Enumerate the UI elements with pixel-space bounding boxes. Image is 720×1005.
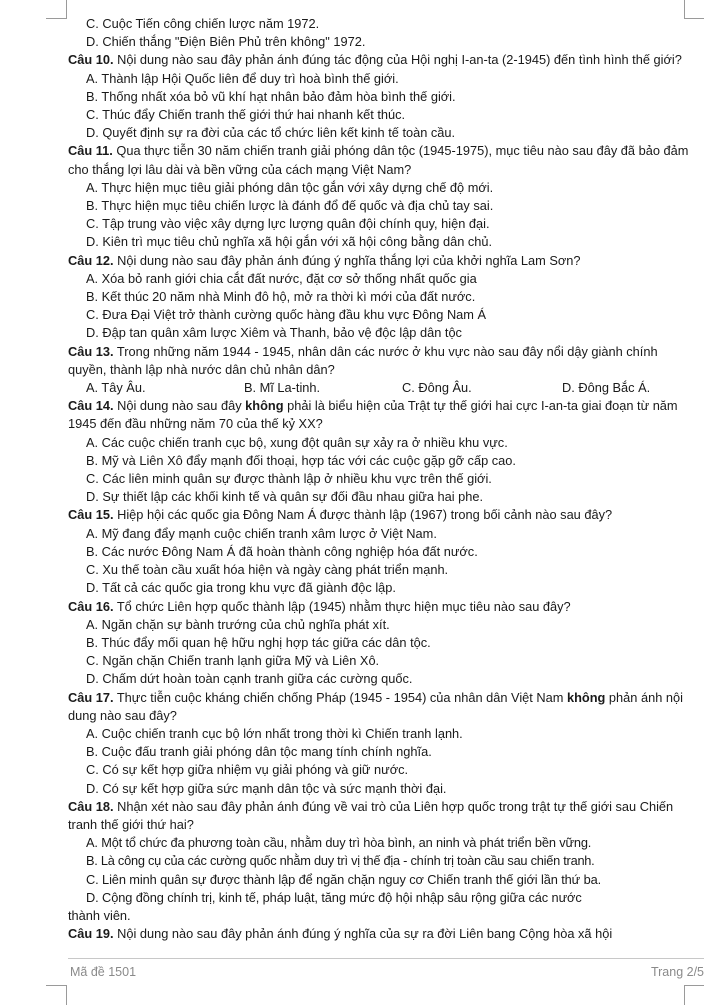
question-text: Nhận xét nào sau đây phản ánh đúng về vai trò của Liên hợp quốc trong trật tự thế giới sau Chiến tranh thế giới thứ hai? bbox=[68, 798, 674, 832]
question-number: Câu 16. bbox=[68, 598, 114, 614]
crop-mark-bottom-right-v bbox=[684, 985, 685, 1005]
option-d: D. Sự thiết lập các khối kinh tế và quân sự đối đầu nhau giữa hai phe. bbox=[86, 489, 484, 505]
option-c: C. Liên minh quân sự được thành lập để ngăn chặn nguy cơ Chiến tranh thế giới lần thứ ba. bbox=[86, 871, 602, 887]
question-text: Nội dung nào sau đây phản ánh đúng tác động của Hội nghị I-an-ta (2-1945) đến tình hình thế giới? bbox=[113, 52, 682, 68]
option-c: C. Đưa Đại Việt trở thành cường quốc hàng đầu khu vực Đông Nam Á bbox=[86, 307, 487, 323]
question-text: Nội dung nào sau đây phản ánh đúng ý nghĩa thắng lợi của khởi nghĩa Lam Sơn? bbox=[113, 252, 581, 268]
page-number: Trang 2/5 bbox=[650, 965, 704, 979]
option-c-q9: C. Cuộc Tiến công chiến lược năm 1972. bbox=[86, 16, 320, 31]
question-text: phải là biểu hiện của Trật tự thế giới hai cực I-an-ta giai đoạn từ năm 1945 đến đầu những năm 70 của thế kỷ XX? bbox=[68, 398, 678, 432]
question-18 bbox=[68, 798, 692, 834]
option-b: B. Các nước Đông Nam Á đã hoàn thành công nghiệp hóa đất nước. bbox=[86, 543, 478, 559]
option-d: D. Tất cả các quốc gia trong khu vực đã giành độc lập. bbox=[86, 580, 396, 596]
question-text: Tổ chức Liên hợp quốc thành lập (1945) nhằm thực hiện mục tiêu nào sau đây? bbox=[113, 598, 571, 614]
question-14 bbox=[68, 397, 692, 433]
option-d-q9: D. Chiến thắng "Điện Biên Phủ trên không" 1972. bbox=[86, 34, 366, 50]
option-d-continued: thành viên. bbox=[68, 907, 131, 923]
question-number: Câu 19. bbox=[68, 926, 114, 942]
option-c: C. Các liên minh quân sự được thành lập ở nhiều khu vực trên thế giới. bbox=[86, 471, 492, 487]
question-text: phản ánh nội dung nào sau đây? bbox=[68, 689, 683, 723]
option-a: A. Thực hiện mục tiêu giải phóng dân tộc gắn với xây dựng chế độ mới. bbox=[86, 179, 494, 195]
crop-mark-top-left-h bbox=[46, 18, 67, 19]
option-b: B. Mỹ và Liên Xô đẩy mạnh đối thoại, hợp tác với các cuộc gặp gỡ cấp cao. bbox=[86, 452, 516, 468]
question-emphasis: không bbox=[245, 398, 284, 414]
options-row bbox=[68, 379, 692, 397]
option-a: A. Một tổ chức đa phương toàn cầu, nhằm duy trì hòa bình, an ninh và phát triển bền vững. bbox=[86, 835, 592, 851]
question-text: Nội dung nào sau đây phản ánh đúng ý nghĩa của sự ra đời Liên bang Cộng hòa xã hội bbox=[113, 926, 613, 942]
question-text: Hiệp hội các quốc gia Đông Nam Á được thành lập (1967) trong bối cảnh nào sau đây? bbox=[113, 507, 613, 523]
option-d: D. Cộng đồng chính trị, kinh tế, pháp luật, tăng mức độ hội nhập sâu rộng giữa các nước bbox=[86, 889, 582, 905]
question-text: Trong những năm 1944 - 1945, nhân dân các nước ở khu vực nào sau đây nổi dậy giành chính quyền, thành lập nhà nước dân chủ nhân dân? bbox=[68, 343, 658, 377]
question-12 bbox=[68, 252, 692, 270]
crop-mark-top-left-v bbox=[66, 0, 67, 18]
option-d: D. Chấm dứt hoàn toàn cạnh tranh giữa các cường quốc. bbox=[86, 671, 413, 687]
option-c: C. Ngăn chặn Chiến tranh lạnh giữa Mỹ và Liên Xô. bbox=[86, 653, 380, 669]
exam-content bbox=[68, 15, 692, 943]
option-c: C. Tập trung vào việc xây dựng lực lượng quân đội chính quy, hiện đại. bbox=[86, 216, 490, 232]
option-d: D. Đập tan quân xâm lược Xiêm và Thanh, bảo vệ độc lập dân tộc bbox=[86, 325, 462, 341]
option-a: A. Mỹ đang đẩy mạnh cuộc chiến tranh xâm lược ở Việt Nam. bbox=[86, 525, 437, 541]
option-c: C. Có sự kết hợp giữa nhiệm vụ giải phóng và giữ nước. bbox=[86, 762, 409, 778]
crop-mark-bottom-left-v bbox=[66, 985, 67, 1005]
option-a: A. Cuộc chiến tranh cục bộ lớn nhất trong thời kì Chiến tranh lạnh. bbox=[86, 725, 463, 741]
exam-code: Mã đề 1501 bbox=[70, 965, 137, 979]
option-d: D. Đông Bắc Á. bbox=[562, 380, 651, 396]
question-number: Câu 17. bbox=[68, 689, 114, 705]
option-b: B. Kết thúc 20 năm nhà Minh đô hộ, mở ra thời kì mới của đất nước. bbox=[86, 289, 476, 305]
question-number: Câu 14. bbox=[68, 398, 114, 414]
question-number: Câu 15. bbox=[68, 507, 114, 523]
question-emphasis: không bbox=[566, 689, 606, 705]
option-d: D. Quyết định sự ra đời của các tổ chức liên kết kinh tế toàn cầu. bbox=[86, 125, 456, 141]
crop-mark-bottom-right-h bbox=[684, 985, 704, 986]
question-number: Câu 10. bbox=[68, 52, 114, 68]
crop-mark-bottom-left-h bbox=[46, 985, 67, 986]
question-19 bbox=[68, 925, 692, 943]
question-text: Nội dung nào sau đây bbox=[113, 398, 246, 414]
option-c: C. Đông Âu. bbox=[402, 380, 472, 396]
option-a: A. Xóa bỏ ranh giới chia cắt đất nước, đặt cơ sở thống nhất quốc gia bbox=[86, 270, 477, 286]
question-16 bbox=[68, 598, 692, 616]
option-a: A. Ngăn chặn sự bành trướng của chủ nghĩa phát xít. bbox=[86, 616, 390, 632]
option-b: B. Thực hiện mục tiêu chiến lược là đánh đổ đế quốc và địa chủ tay sai. bbox=[86, 198, 494, 214]
question-15 bbox=[68, 506, 692, 524]
option-c: C. Xu thế toàn cầu xuất hóa hiện và ngày càng phát triển mạnh. bbox=[86, 562, 449, 578]
question-10 bbox=[68, 51, 692, 69]
option-a: A. Các cuộc chiến tranh cục bộ, xung đột quân sự xảy ra ở nhiều khu vực. bbox=[86, 434, 508, 450]
option-b: B. Cuộc đấu tranh giải phóng dân tộc mang tính chính nghĩa. bbox=[86, 744, 432, 760]
question-text: Thực tiễn cuộc kháng chiến chống Pháp (1945 - 1954) của nhân dân Việt Nam bbox=[113, 689, 567, 705]
option-a: A. Tây Âu. bbox=[86, 380, 146, 396]
question-11 bbox=[68, 142, 692, 178]
option-a: A. Thành lập Hội Quốc liên để duy trì hoà bình thế giới. bbox=[86, 70, 399, 86]
question-number: Câu 12. bbox=[68, 252, 114, 268]
question-number: Câu 11. bbox=[68, 143, 113, 159]
footer-rule bbox=[68, 958, 704, 959]
option-b: B. Mĩ La-tinh. bbox=[244, 380, 321, 396]
question-13 bbox=[68, 343, 692, 379]
option-c: C. Thúc đẩy Chiến tranh thế giới thứ hai nhanh kết thúc. bbox=[86, 107, 406, 123]
option-b: B. Là công cụ của các cường quốc nhằm duy trì vị thế địa - chính trị toàn cầu sau chiến tranh. bbox=[86, 853, 595, 869]
option-b: B. Thống nhất xóa bỏ vũ khí hạt nhân bảo đảm hòa bình thế giới. bbox=[86, 88, 456, 104]
question-number: Câu 13. bbox=[68, 343, 114, 359]
question-text: Qua thực tiễn 30 năm chiến tranh giải phóng dân tộc (1945-1975), mục tiêu nào sau đây đã bảo đảm cho thắng lợi lâu dài và bền vững của cách mạng Việt Nam? bbox=[68, 143, 689, 177]
option-d: D. Có sự kết hợp giữa sức mạnh dân tộc và sức mạnh thời đại. bbox=[86, 780, 447, 796]
option-b: B. Thúc đẩy mối quan hệ hữu nghị hợp tác giữa các dân tộc. bbox=[86, 634, 431, 650]
question-number: Câu 18. bbox=[68, 798, 114, 814]
option-d: D. Kiên trì mục tiêu chủ nghĩa xã hội gắn với xã hội công bằng dân chủ. bbox=[86, 234, 493, 250]
question-17 bbox=[68, 689, 692, 725]
